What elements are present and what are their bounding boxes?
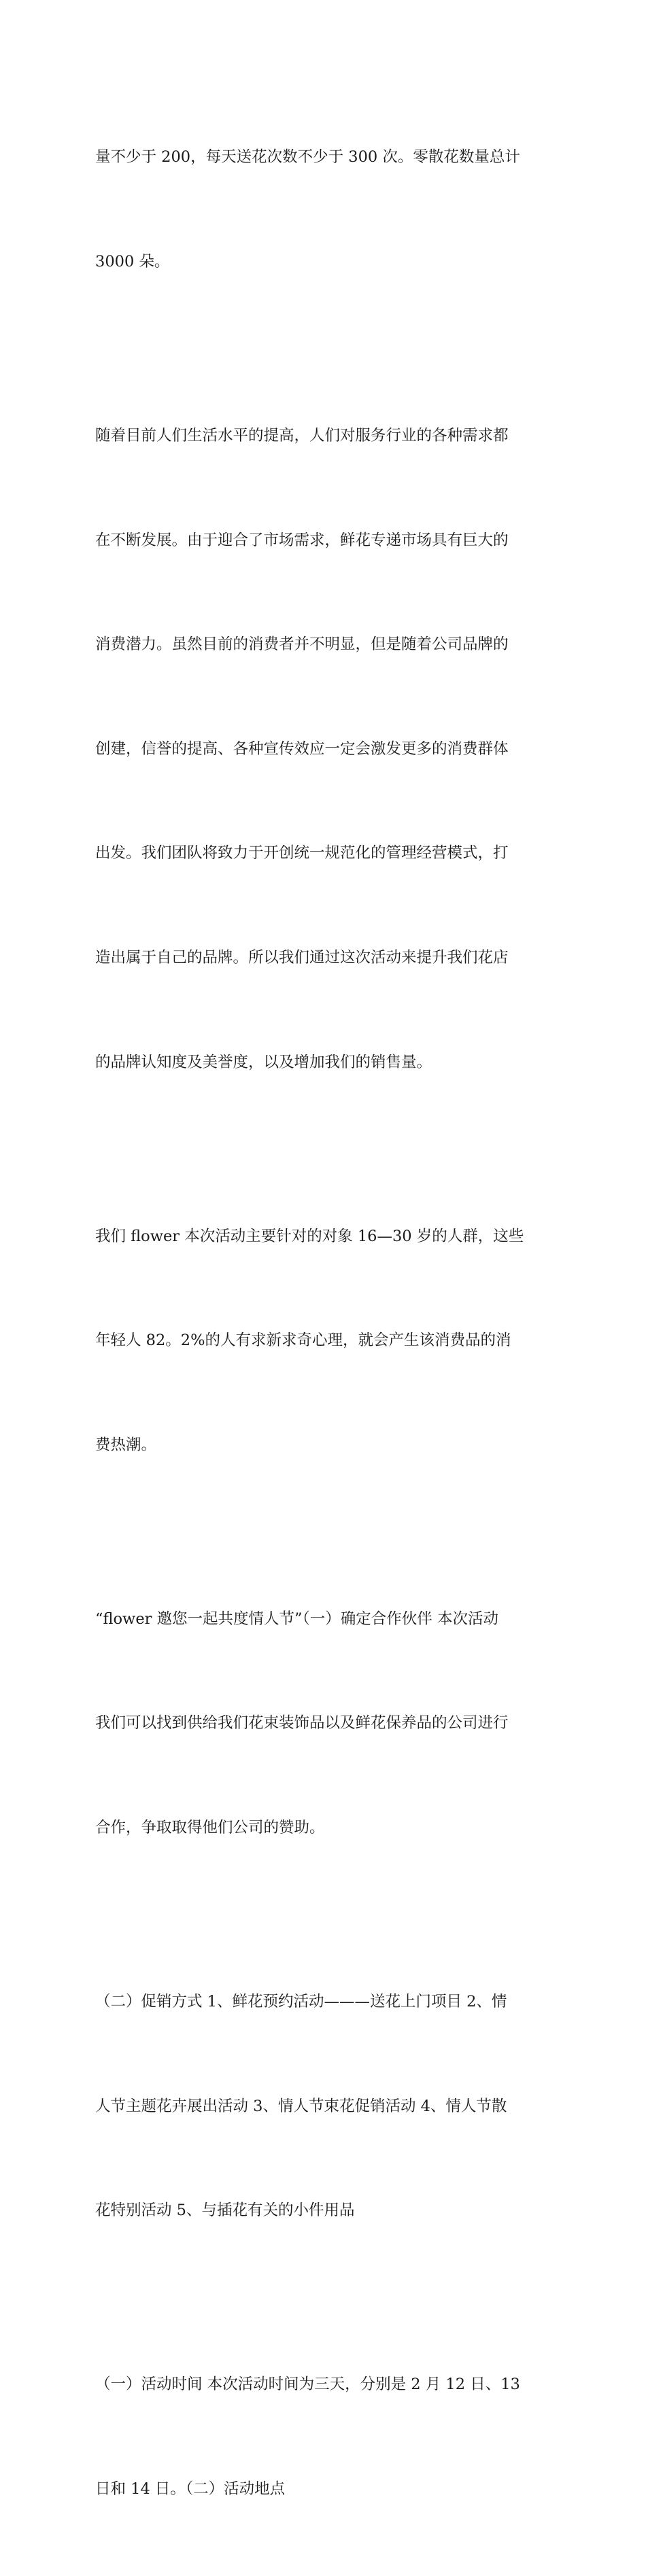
paragraph-target-audience <box>95 1149 558 1532</box>
paragraph-activity-time <box>95 2298 558 2576</box>
text-line: “flower 邀您一起共度情人节”（一）确定合作伙伴 本次活动 <box>95 1609 498 1628</box>
text-line: 花特别活动 5、与插花有关的小件用品 <box>95 2201 355 2220</box>
paragraph-partners <box>95 1532 558 1915</box>
document-body <box>95 71 558 2576</box>
text-line: （二）促销方式 1、鲜花预约活动———送花上门项目 2、情 <box>95 1992 507 2011</box>
paragraph-market-background <box>95 349 558 1150</box>
text-line: 人节主题花卉展出活动 3、情人节束花促销活动 4、情人节散 <box>95 2097 507 2115</box>
text-line: 消费潜力。虽然目前的消费者并不明显，但是随着公司品牌的 <box>95 636 509 654</box>
text-line: 我们 flower 本次活动主要针对的对象 16—30 岁的人群，这些 <box>95 1227 524 1245</box>
text-line: 在不断发展。由于迎合了市场需求，鲜花专递市场具有巨大的 <box>95 531 509 549</box>
text-line: 3000 朵。 <box>95 253 170 271</box>
text-line: 出发。我们团队将致力于开创统一规范化的管理经营模式，打 <box>95 844 509 863</box>
paragraph-quantity <box>95 71 558 349</box>
text-line: （一）活动时间 本次活动时间为三天，分别是 2 月 12 日、13 <box>95 2375 520 2394</box>
text-line: 造出属于自己的品牌。所以我们通过这次活动来提升我们花店 <box>95 948 509 967</box>
text-line: 随着目前人们生活水平的提高，人们对服务行业的各种需求都 <box>95 427 509 445</box>
text-line: 年轻人 82。2%的人有求新求奇心理，就会产生该消费品的消 <box>95 1331 511 1350</box>
text-line: 量不少于 200，每天送花次数不少于 300 次。零散花数量总计 <box>95 148 520 167</box>
text-line: 费热潮。 <box>95 1435 157 1454</box>
text-line: 创建，信誉的提高、各种宣传效应一定会激发更多的消费群体 <box>95 739 509 758</box>
text-line: 日和 14 日。（二）活动地点 <box>95 2479 286 2498</box>
text-line: 合作，争取取得他们公司的赞助。 <box>95 1818 325 1837</box>
text-line: 我们可以找到供给我们花束装饰品以及鲜花保养品的公司进行 <box>95 1714 509 1733</box>
paragraph-promotion-methods <box>95 1915 558 2298</box>
text-line: 的品牌认知度及美誉度，以及增加我们的销售量。 <box>95 1053 432 1071</box>
